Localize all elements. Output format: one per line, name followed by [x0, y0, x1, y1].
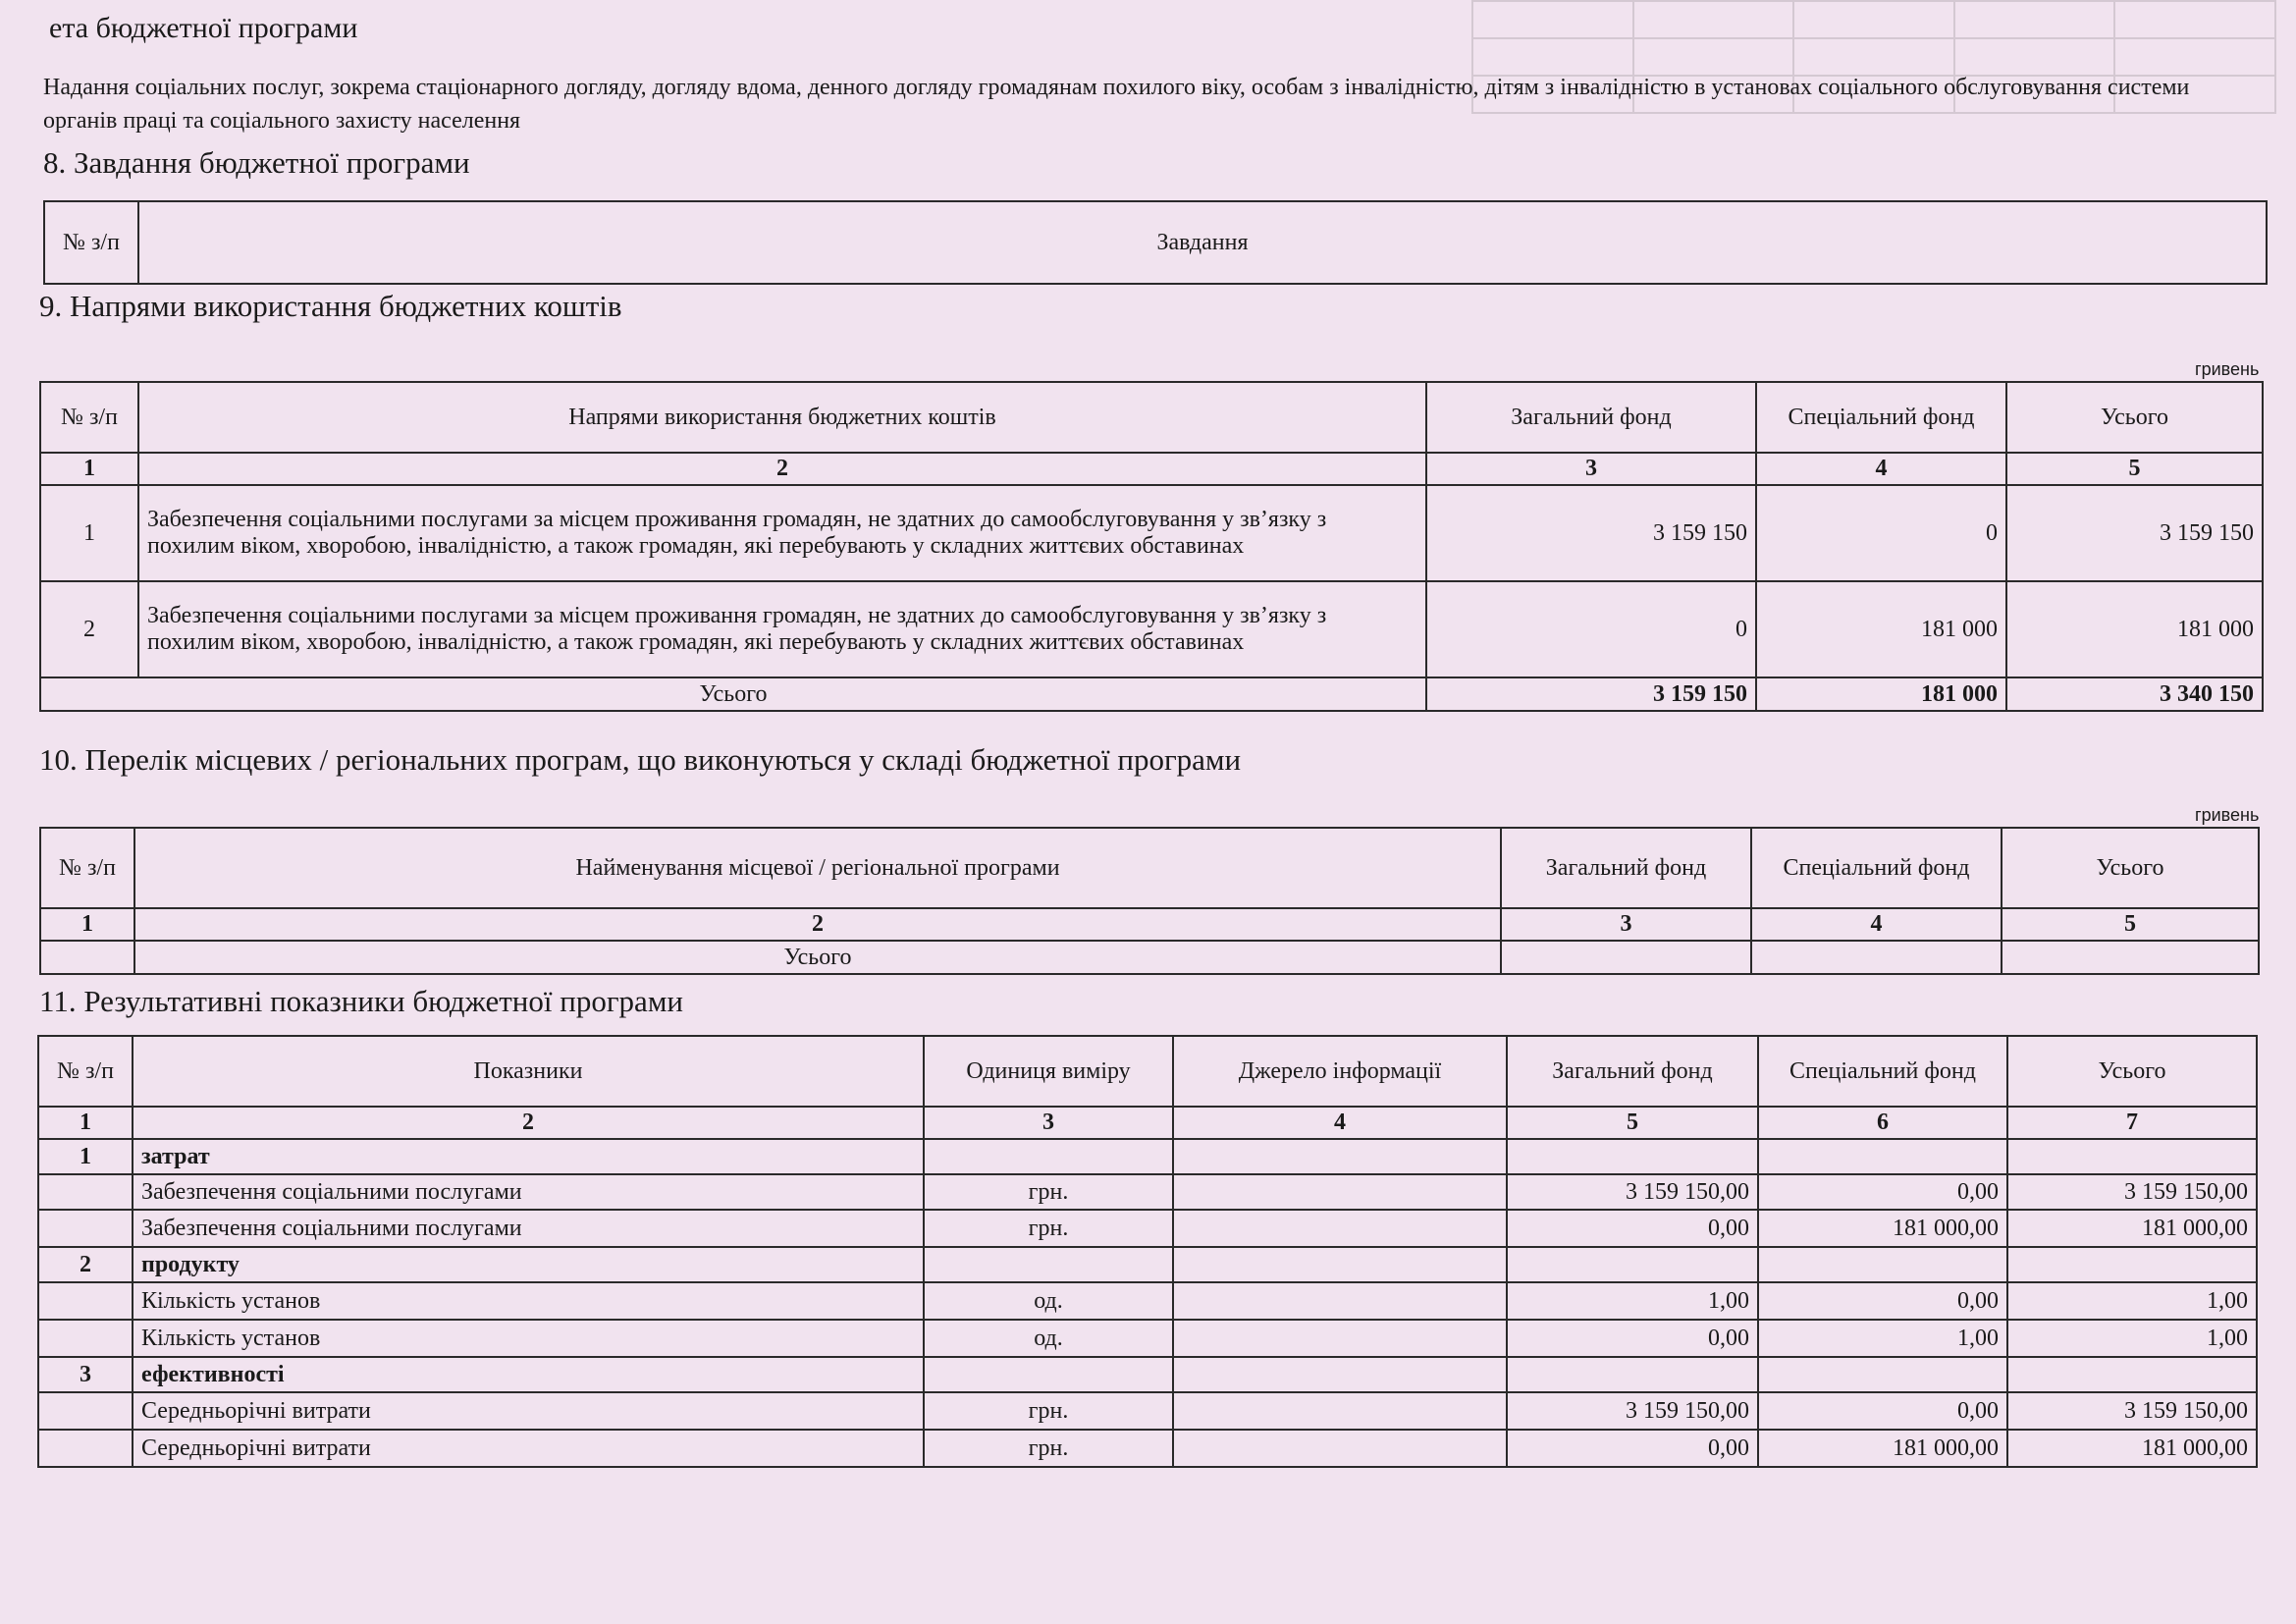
indicator-name: Середньорічні витрати [133, 1392, 924, 1430]
index-cell: 5 [2006, 453, 2263, 485]
column-index-row [40, 908, 2259, 941]
indicators-table [37, 1035, 2258, 1468]
general-fund-value: 0,00 [1507, 1210, 1758, 1247]
section-8-title: 8. Завдання бюджетної програми [43, 145, 470, 180]
special-fund-value: 181 000,00 [1758, 1430, 2007, 1467]
header-cell: Загальний фонд [1507, 1036, 1758, 1107]
general-fund-value: 0,00 [1507, 1430, 1758, 1467]
section-10-unit: гривень [2195, 805, 2260, 825]
indicator-unit: грн. [924, 1210, 1173, 1247]
total-value: 1,00 [2007, 1320, 2257, 1357]
total-value: 181 000,00 [2007, 1430, 2257, 1467]
index-cell: 4 [1751, 908, 2002, 941]
index-cell: 2 [133, 1107, 924, 1139]
index-cell: 2 [138, 453, 1426, 485]
index-cell: 3 [924, 1107, 1173, 1139]
general-fund-value: 3 159 150,00 [1507, 1392, 1758, 1430]
header-cell: Одиниця виміру [924, 1036, 1173, 1107]
total-label: Усього [134, 941, 1501, 974]
special-fund-value: 0 [1756, 485, 2006, 581]
index-cell: 4 [1173, 1107, 1507, 1139]
special-fund-value: 0,00 [1758, 1174, 2007, 1210]
header-cell: Усього [2006, 382, 2263, 453]
total-value: 3 159 150 [2006, 485, 2263, 581]
row-text: Забезпечення соціальними послугами за місцем проживання громадян, не здатних до самообслуговування у зв’язку з похилим віком, хворобою, інвалідністю, а також громадян, які перебувають у складних життєвих обставинах [138, 485, 1426, 581]
indicator-group-row [38, 1139, 2257, 1174]
indicator-group-row [38, 1357, 2257, 1392]
special-fund-value: 181 000,00 [1758, 1210, 2007, 1247]
group-name: ефективності [133, 1357, 924, 1392]
column-index-row [38, 1107, 2257, 1139]
column-index-row [40, 453, 2263, 485]
indicator-row [38, 1282, 2257, 1320]
general-fund-value: 3 159 150,00 [1507, 1174, 1758, 1210]
indicator-row [38, 1392, 2257, 1430]
group-number: 1 [38, 1139, 133, 1174]
index-cell: 7 [2007, 1107, 2257, 1139]
grand-total: 3 340 150 [2006, 677, 2263, 711]
header-cell: Джерело інформації [1173, 1036, 1507, 1107]
indicator-unit: грн. [924, 1430, 1173, 1467]
row-text: Забезпечення соціальними послугами за місцем проживання громадян, не здатних до самообслуговування у зв’язку з похилим віком, хворобою, інвалідністю, а також громадян, які перебувають у складних життєвих обставинах [138, 581, 1426, 677]
indicator-unit: грн. [924, 1392, 1173, 1430]
total-label: Усього [40, 677, 1426, 711]
section-11-title: 11. Результативні показники бюджетної програми [39, 984, 684, 1018]
general-fund-total: 3 159 150 [1426, 677, 1756, 711]
row-number: 2 [40, 581, 138, 677]
header-cell: Найменування місцевої / регіональної програми [134, 828, 1501, 908]
indicator-name: Забезпечення соціальними послугами [133, 1210, 924, 1247]
index-cell: 3 [1426, 453, 1756, 485]
total-row [40, 941, 2259, 974]
header-cell: Показники [133, 1036, 924, 1107]
index-cell: 3 [1501, 908, 1751, 941]
section-9-title: 9. Напрями використання бюджетних коштів [39, 289, 622, 323]
total-value: 3 159 150,00 [2007, 1174, 2257, 1210]
col-task-header: Завдання [138, 201, 2267, 284]
header-cell: Загальний фонд [1426, 382, 1756, 453]
index-cell: 2 [134, 908, 1501, 941]
index-cell: 6 [1758, 1107, 2007, 1139]
index-cell: 5 [2002, 908, 2259, 941]
general-fund-value: 0 [1426, 581, 1756, 677]
header-cell: № з/п [40, 828, 134, 908]
directions-table [39, 381, 2264, 712]
indicator-row [38, 1210, 2257, 1247]
indicator-row [38, 1174, 2257, 1210]
special-fund-total: 181 000 [1756, 677, 2006, 711]
general-fund-value: 3 159 150 [1426, 485, 1756, 581]
col-number-header: № з/п [44, 201, 138, 284]
section-9-unit: гривень [2195, 359, 2260, 379]
total-value: 181 000,00 [2007, 1210, 2257, 1247]
section-10-title: 10. Перелік місцевих / регіональних програм, що виконуються у складі бюджетної програми [39, 742, 1242, 777]
header-cell: Спеціальний фонд [1756, 382, 2006, 453]
indicator-name: Кількість установ [133, 1320, 924, 1357]
general-fund-value: 1,00 [1507, 1282, 1758, 1320]
index-cell: 1 [38, 1107, 133, 1139]
tasks-table [43, 200, 2268, 285]
table-row [40, 485, 2263, 581]
index-cell: 1 [40, 908, 134, 941]
header-cell: Усього [2002, 828, 2259, 908]
total-value: 3 159 150,00 [2007, 1392, 2257, 1430]
total-value: 181 000 [2006, 581, 2263, 677]
header-cell: № з/п [40, 382, 138, 453]
table-row [40, 581, 2263, 677]
indicator-unit: грн. [924, 1174, 1173, 1210]
indicator-name: Забезпечення соціальними послугами [133, 1174, 924, 1210]
programs-table [39, 827, 2260, 975]
header-cell: Загальний фонд [1501, 828, 1751, 908]
indicator-row [38, 1430, 2257, 1467]
index-cell: 4 [1756, 453, 2006, 485]
group-number: 2 [38, 1247, 133, 1282]
group-name: продукту [133, 1247, 924, 1282]
header-cell: Усього [2007, 1036, 2257, 1107]
general-fund-value: 0,00 [1507, 1320, 1758, 1357]
purpose-title: ета бюджетної програми [49, 12, 358, 44]
indicator-group-row [38, 1247, 2257, 1282]
special-fund-value: 181 000 [1756, 581, 2006, 677]
table-header-row [40, 382, 2263, 453]
index-cell: 1 [40, 453, 138, 485]
indicator-unit: од. [924, 1282, 1173, 1320]
group-number: 3 [38, 1357, 133, 1392]
indicator-row [38, 1320, 2257, 1357]
indicator-name: Середньорічні витрати [133, 1430, 924, 1467]
header-cell: Спеціальний фонд [1758, 1036, 2007, 1107]
total-value: 1,00 [2007, 1282, 2257, 1320]
indicator-unit: од. [924, 1320, 1173, 1357]
row-number: 1 [40, 485, 138, 581]
header-cell: Напрями використання бюджетних коштів [138, 382, 1426, 453]
purpose-text: Надання соціальних послуг, зокрема стаціонарного догляду, догляду вдома, денного догляду громадянам похилого віку, особам з інвалідністю, дітям з інвалідністю в установах соціального обслуговування системи органів праці та соціального захисту населення [43, 75, 2190, 134]
total-row [40, 677, 2263, 711]
special-fund-value: 0,00 [1758, 1282, 2007, 1320]
table-header-row [40, 828, 2259, 908]
table-header-row [38, 1036, 2257, 1107]
header-cell: № з/п [38, 1036, 133, 1107]
group-name: затрат [133, 1139, 924, 1174]
index-cell: 5 [1507, 1107, 1758, 1139]
indicator-name: Кількість установ [133, 1282, 924, 1320]
special-fund-value: 0,00 [1758, 1392, 2007, 1430]
header-cell: Спеціальний фонд [1751, 828, 2002, 908]
special-fund-value: 1,00 [1758, 1320, 2007, 1357]
